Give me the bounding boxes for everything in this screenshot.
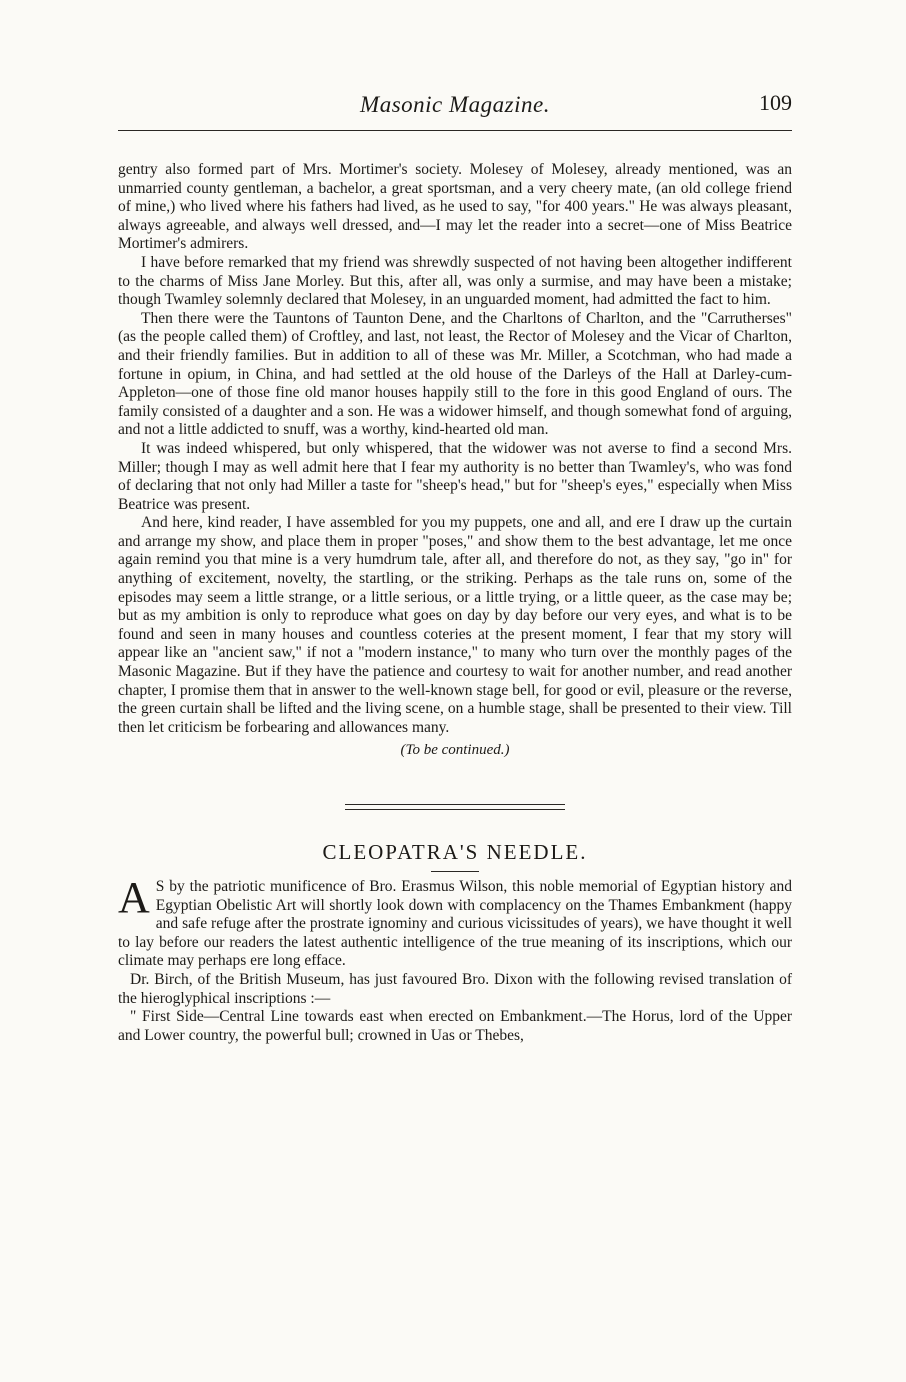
article-body bbox=[118, 873, 792, 1045]
story-continuation bbox=[118, 161, 792, 760]
article-paragraph bbox=[118, 873, 792, 971]
page-number: 109 bbox=[759, 90, 792, 115]
article-paragraph-text: S by the patriotic munificence of Bro. Erasmus Wilson, this noble memorial of Egyptian history and Egyptian Obelistic Art will shortly look down with complacency on the Thames Embankment (happy and safe refuge after the prostrate ignominy and curious vicissitudes of years), we have thought it well to lay before our readers the latest authentic intelligence of the true meaning of its inscriptions, which our climate may perhaps ere long efface. bbox=[118, 878, 792, 970]
story-paragraph: I have before remarked that my friend was shrewdly suspected of not having been altogether indifferent to the charms of Miss Jane Morley. But this, after all, was only a surmise, and may have been a mistake; though Twamley solemnly declared that Molesey, in an unguarded moment, had admitted the fact to him. bbox=[118, 253, 792, 309]
section-divider bbox=[345, 804, 565, 810]
article-paragraph: Dr. Birch, of the British Museum, has just favoured Bro. Dixon with the following revised translation of the hieroglyphical inscriptions :— bbox=[118, 970, 792, 1007]
article-paragraph: " First Side—Central Line towards east when erected on Embankment.—The Horus, lord of the Upper and Lower country, the powerful bull; crowned in Uas or Thebes, bbox=[118, 1008, 792, 1044]
to-be-continued: (To be continued.) bbox=[400, 742, 510, 759]
article-title: CLEOPATRA'S NEEDLE. bbox=[322, 840, 588, 864]
story-paragraph: And here, kind reader, I have assembled for you my puppets, one and all, and ere I draw up the curtain and arrange my show, and place them in proper "poses," and show them to the best advantage, let me once again remind you that mine is a very humdrum tale, after all, and therefore do not, as they say, "go in" for anything of excitement, novelty, the startling, or the striking. Perhaps as the tale runs on, some of the episodes may seem a little strange, or a little serious, or a little trying, or a little queer, as the case may be; but as my ambition is only to reproduce what goes on day by day before our very eyes, and what is to be found and seen in many houses and countless coteries at the present moment, I fear that my story will appear like an "ancient saw," if not a "modern instance," to many who turn over the monthly pages of the Masonic Magazine. But if they have the patience and courtesy to wait for another number, and read another chapter, I promise them that in answer to the well-known stage bell, for good or evil, pleasure or the reverse, the green curtain shall be lifted and the living scene, on a humble stage, shall be presented to their view. Till then let criticism be forbearing and allowances many. bbox=[118, 514, 792, 736]
running-title: Masonic Magazine. bbox=[360, 92, 550, 117]
story-paragraph: gentry also formed part of Mrs. Mortimer's society. Molesey of Molesey, already mentioned, was an unmarried county gentleman, a bachelor, a great sportsman, and a very cheery mate, (an old college friend of mine,) who lived where his fathers had lived, as he used to say, "for 400 years." He was always pleasant, always agreeable, and always well dressed, and—I may let the reader into a secret—one of Miss Beatrice Mortimer's admirers. bbox=[118, 161, 792, 253]
page-header bbox=[118, 88, 792, 128]
drop-cap: A bbox=[118, 873, 150, 922]
title-rule bbox=[431, 871, 479, 872]
story-paragraph: Then there were the Tauntons of Taunton Dene, and the Charltons of Charlton, and the "Carrutherses" (as the people called them) of Croftley, and last, not least, the Rector of Molesey and the Vicar of Charlton, and their friendly families. But in addition to all of these was Mr. Miller, a Scotchman, who had made a fortune in opium, in China, and had settled at the old house of the Darleys of the Hall at Darley-cum-Appleton—one of those fine old manor houses happily still to the fore in this good England of ours. The family consisted of a daughter and a son. He was a widower himself, and though somewhat fond of arguing, and not a little addicted to snuff, was a worthy, kind-hearted old man. bbox=[118, 309, 792, 439]
story-paragraph: It was indeed whispered, but only whispered, that the widower was not averse to find a second Mrs. Miller; though I may as well admit here that I fear my authority is no better than Twamley's, who was fond of declaring that not only had Miller a taste for "sheep's head," but for "sheep's eyes," especially when Miss Beatrice was present. bbox=[118, 439, 792, 513]
header-rule bbox=[118, 130, 792, 131]
page bbox=[118, 88, 792, 1045]
